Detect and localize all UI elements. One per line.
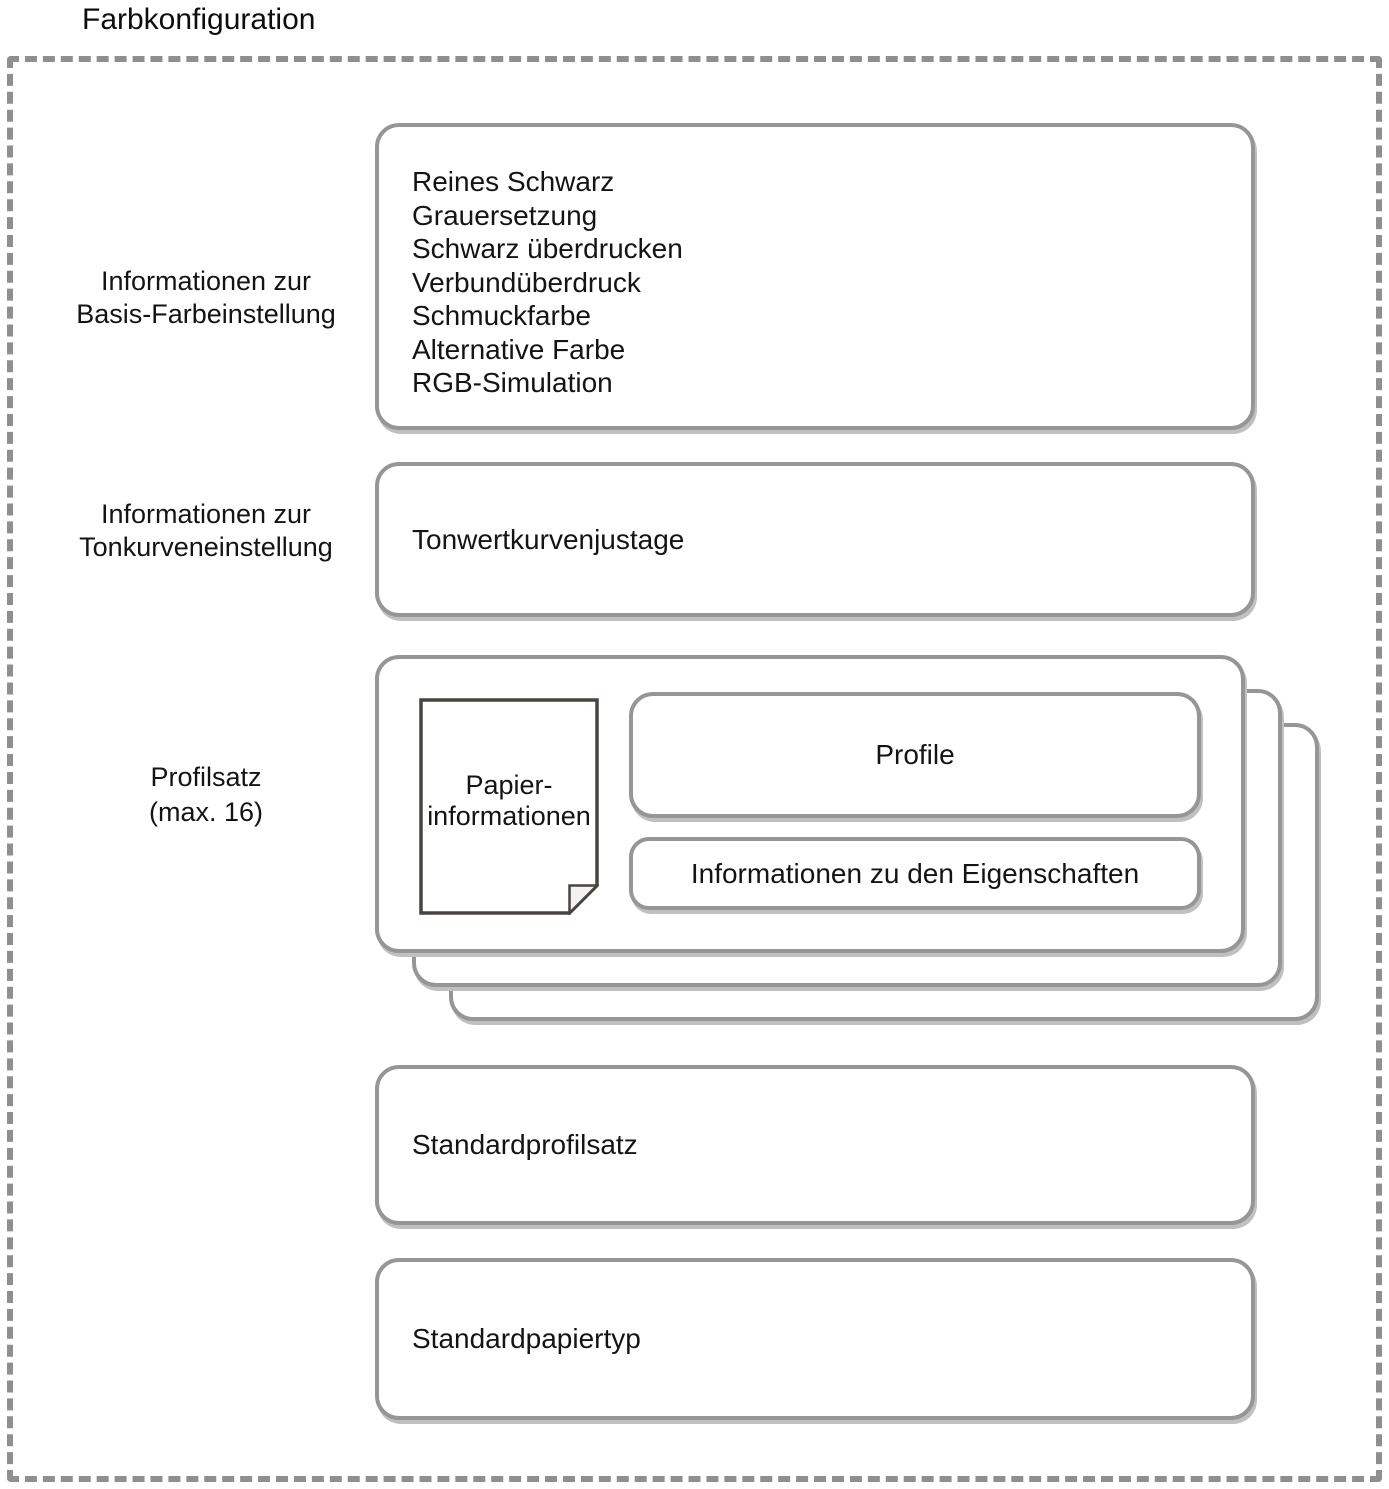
default-paper-type-label: Standardpapiertyp bbox=[412, 1323, 641, 1354]
label-line: Papier- bbox=[465, 769, 553, 800]
label-line: Informationen zur bbox=[100, 499, 312, 529]
paper-information-label bbox=[419, 692, 599, 909]
default-paper-type-box bbox=[375, 1258, 1255, 1420]
label-profile-set bbox=[56, 760, 356, 830]
list-item: Schwarz überdrucken bbox=[412, 233, 683, 264]
label-line: Profilsatz bbox=[150, 762, 262, 792]
list-item: Verbundüberdruck bbox=[412, 266, 641, 298]
profile-set-card-front bbox=[375, 655, 1245, 953]
page-title: Farbkonfiguration bbox=[82, 3, 316, 36]
basic-color-settings-box bbox=[375, 123, 1255, 430]
label-tone-curve-settings bbox=[56, 498, 356, 564]
properties-information-label: Informationen zu den Eigenschaften bbox=[690, 857, 1140, 889]
profile-box bbox=[629, 692, 1201, 818]
profile-label: Profile bbox=[875, 739, 955, 770]
list-item: RGB-Simulation bbox=[412, 367, 613, 398]
label-line: Tonkurveneinstellung bbox=[79, 532, 333, 562]
list-item: Alternative Farbe bbox=[412, 333, 626, 365]
list-item: Schmuckfarbe bbox=[412, 300, 591, 331]
paper-information-sheet bbox=[419, 698, 599, 915]
label-line: Informationen zur bbox=[100, 266, 312, 296]
tone-curve-label: Tonwertkurvenjustage bbox=[412, 523, 685, 555]
label-line: Basis-Farbeinstellung bbox=[76, 299, 336, 329]
tone-curve-box bbox=[375, 462, 1255, 617]
list-item: Grauersetzung bbox=[412, 199, 598, 231]
list-item: Reines Schwarz bbox=[412, 166, 615, 197]
label-line: (max. 16) bbox=[148, 797, 264, 827]
properties-information-box bbox=[629, 837, 1201, 910]
default-profile-set-label: Standardprofilsatz bbox=[412, 1129, 638, 1160]
label-line: informationen bbox=[427, 800, 591, 831]
label-basic-color-settings bbox=[56, 265, 356, 331]
default-profile-set-box bbox=[375, 1065, 1255, 1225]
